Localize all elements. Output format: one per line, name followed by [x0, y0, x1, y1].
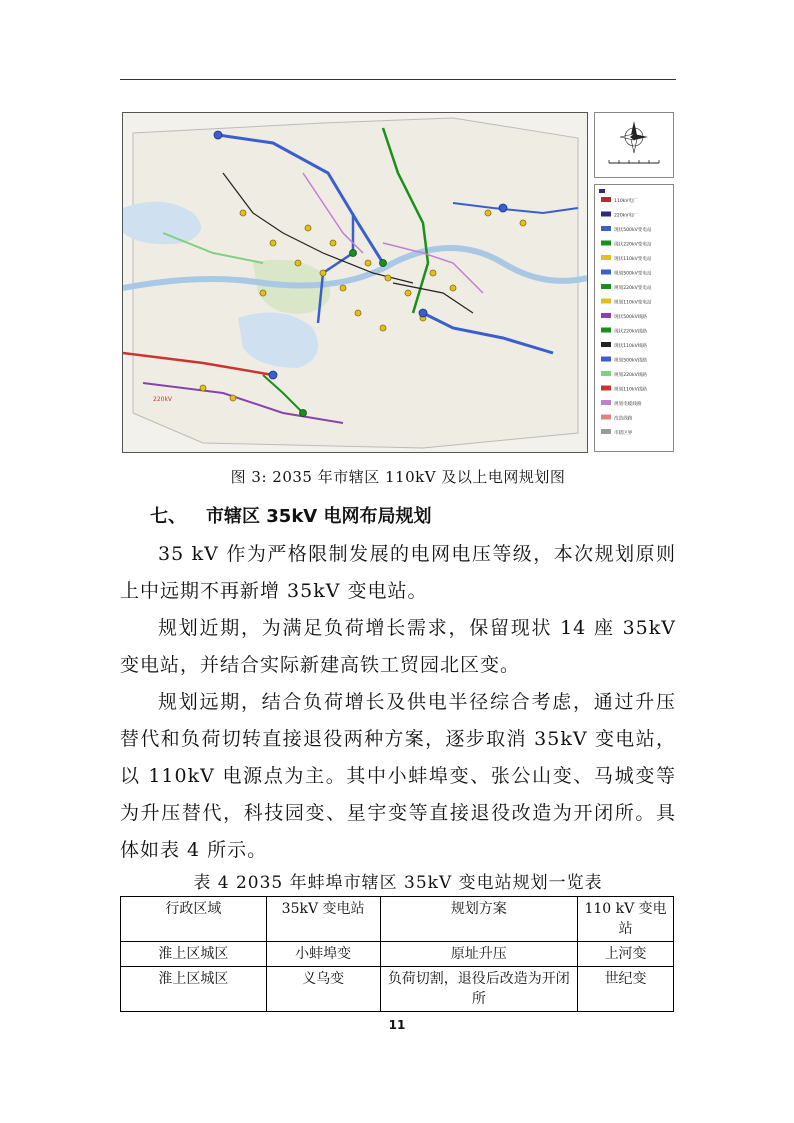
table-row — [121, 967, 674, 1012]
compass-icon — [595, 113, 673, 177]
table-header-row — [121, 897, 674, 942]
legend-swatch — [601, 328, 611, 333]
legend-swatch — [601, 400, 611, 405]
legend-swatch — [601, 313, 611, 318]
legend-label: 规划220kV变电站 — [614, 286, 652, 291]
legend-label: 市辖区界 — [614, 431, 633, 436]
legend-label: 现状220kV线路 — [614, 329, 647, 335]
table-header-cell: 规划方案 — [380, 897, 578, 942]
table-cell: 原址升压 — [380, 942, 578, 967]
section-title: 市辖区 35kV 电网布局规划 — [206, 506, 432, 527]
legend-label: 现状220kV变电站 — [614, 242, 652, 248]
table-cell: 世纪变 — [578, 967, 674, 1012]
legend-label: 规划电缆线路 — [614, 402, 642, 407]
legend-swatch — [601, 342, 611, 347]
legend-swatch — [601, 212, 611, 217]
map-station-label: 220kV — [153, 396, 173, 403]
legend-swatch — [601, 415, 611, 420]
substation-plan-table — [120, 896, 674, 1012]
legend-label: 现状110kV变电站 — [614, 257, 652, 262]
grid-planning-map — [122, 112, 588, 453]
legend-label: 现状500kV线路 — [614, 315, 647, 320]
table-cell: 负荷切割，退役后改造为开闭所 — [380, 967, 578, 1012]
map-legend — [594, 184, 674, 452]
legend-label: 规划110kV变电站 — [614, 300, 652, 306]
legend-label: 规划500kV线路 — [614, 358, 647, 364]
legend-label: 现状500kV变电站 — [614, 228, 652, 233]
paragraph-3: 规划远期，结合负荷增长及供电半径综合考虑，通过升压替代和负荷切转直接退役两种方案，逐步取消 35kV 变电站，以 110kV 电源点为主。其中小蚌埠变、张公山变、马城变等为升压替代，科技园变、星宇变等直接退役改造为开闭所。具体如表 4 所示。 — [120, 691, 676, 861]
table-header-cell: 110 kV 变电站 — [578, 897, 674, 942]
section-heading — [150, 502, 431, 528]
table-header-cell: 35kV 变电站 — [266, 897, 380, 942]
legend-swatch — [601, 241, 611, 246]
table-cell: 上河变 — [578, 942, 674, 967]
legend-swatch — [601, 386, 611, 391]
table-cell: 小蚌埠变 — [266, 942, 380, 967]
legend-label: 规划500kV变电站 — [614, 271, 652, 277]
legend-swatch — [601, 255, 611, 260]
compass-scale-panel — [594, 112, 674, 178]
legend-swatch — [601, 197, 611, 202]
table-header-cell: 行政区域 — [121, 897, 267, 942]
table-cell: 淮上区城区 — [121, 967, 267, 1012]
legend-label: 规划110kV线路 — [614, 387, 647, 393]
legend-label: 规划220kV线路 — [614, 373, 647, 378]
map-canvas — [123, 113, 587, 452]
table-cell: 淮上区城区 — [121, 942, 267, 967]
legend-swatch — [601, 371, 611, 376]
legend-label: 改造线路 — [614, 416, 633, 422]
legend-swatch — [601, 284, 611, 289]
legend-label: 220kV电厂 — [614, 213, 638, 219]
legend-swatch — [601, 270, 611, 275]
table-cell: 义乌变 — [266, 967, 380, 1012]
paragraph-2: 规划近期，为满足负荷增长需求，保留现状 14 座 35kV 变电站，并结合实际新建高铁工贸园北区变。 — [120, 617, 676, 676]
legend-label: 110kV电厂 — [614, 199, 638, 204]
legend-swatch — [601, 226, 611, 231]
legend-swatch — [601, 299, 611, 304]
section-number: 七、 — [150, 506, 186, 527]
table-row — [121, 942, 674, 967]
legend-swatch — [601, 357, 611, 362]
paragraph-1: 35 kV 作为严格限制发展的电网电压等级，本次规划原则上中远期不再新增 35kV 变电站。 — [120, 543, 676, 602]
figure-caption: 图 3: 2035 年市辖区 110kV 及以上电网规划图 — [230, 468, 566, 486]
legend-swatch — [601, 429, 611, 434]
header-rule — [120, 79, 676, 80]
legend-label: 现状110kV线路 — [614, 344, 647, 349]
legend-canvas — [595, 185, 673, 451]
table-title: 表 4 2035 年蚌埠市辖区 35kV 变电站规划一览表 — [193, 873, 603, 893]
page-number: 11 — [388, 1018, 406, 1032]
